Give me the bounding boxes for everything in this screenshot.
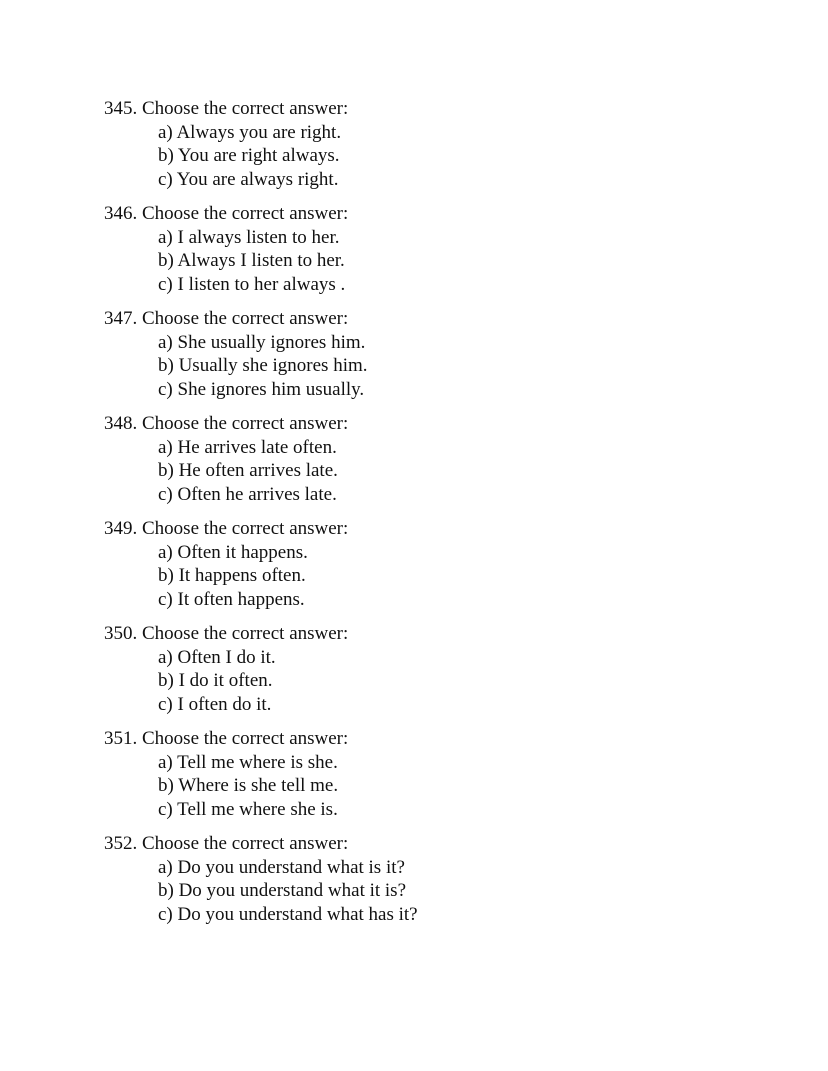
- option-list: [104, 646, 704, 717]
- question-350: [104, 622, 704, 716]
- question-heading: [104, 622, 704, 646]
- option-b: b) I do it often.: [158, 670, 273, 691]
- question-heading: [104, 307, 704, 331]
- option-b: b) He often arrives late.: [158, 460, 338, 481]
- question-number: 345.: [104, 98, 138, 119]
- option-list: [104, 226, 704, 297]
- question-347: [104, 307, 704, 401]
- option-list: [104, 751, 704, 822]
- question-prompt: Choose the correct answer:: [142, 98, 349, 119]
- option-c: c) You are always right.: [158, 168, 339, 190]
- option-list: [104, 436, 704, 507]
- question-heading: [104, 202, 704, 226]
- question-prompt: Choose the correct answer:: [142, 518, 349, 539]
- option-b: b) Usually she ignores him.: [158, 355, 368, 376]
- option-list: [104, 541, 704, 612]
- question-number: 352.: [104, 833, 138, 854]
- option-b: b) It happens often.: [158, 565, 306, 586]
- question-prompt: Choose the correct answer:: [142, 203, 349, 224]
- question-number: 349.: [104, 518, 138, 539]
- option-c: c) Often he arrives late.: [158, 483, 337, 505]
- option-b: b) Where is she tell me.: [158, 775, 339, 796]
- option-a: a) I always listen to her.: [158, 226, 340, 248]
- question-list: [104, 97, 704, 937]
- question-number: 347.: [104, 308, 138, 329]
- question-heading: [104, 517, 704, 541]
- option-a: a) Do you understand what is it?: [158, 856, 405, 878]
- option-a: a) Often I do it.: [158, 646, 276, 668]
- question-heading: [104, 832, 704, 856]
- option-c: c) I often do it.: [158, 693, 272, 715]
- question-349: [104, 517, 704, 611]
- option-c: c) I listen to her always .: [158, 273, 346, 295]
- option-c: c) Do you understand what has it?: [158, 903, 418, 925]
- question-prompt: Choose the correct answer:: [142, 308, 349, 329]
- question-352: [104, 832, 704, 926]
- option-c: c) Tell me where she is.: [158, 798, 338, 820]
- question-346: [104, 202, 704, 296]
- question-prompt: Choose the correct answer:: [142, 623, 349, 644]
- question-number: 351.: [104, 728, 138, 749]
- question-number: 346.: [104, 203, 138, 224]
- option-c: c) She ignores him usually.: [158, 378, 365, 400]
- question-351: [104, 727, 704, 821]
- question-number: 348.: [104, 413, 138, 434]
- question-prompt: Choose the correct answer:: [142, 833, 349, 854]
- question-prompt: Choose the correct answer:: [142, 728, 349, 749]
- option-b: b) You are right always.: [158, 145, 340, 166]
- question-heading: [104, 727, 704, 751]
- question-prompt: Choose the correct answer:: [142, 413, 349, 434]
- option-a: a) Always you are right.: [158, 121, 342, 143]
- option-b: b) Always I listen to her.: [158, 250, 345, 271]
- question-heading: [104, 97, 704, 121]
- option-list: [104, 856, 704, 927]
- option-list: [104, 121, 704, 192]
- option-a: a) Often it happens.: [158, 541, 308, 563]
- option-a: a) He arrives late often.: [158, 436, 337, 458]
- option-a: a) Tell me where is she.: [158, 751, 338, 773]
- question-heading: [104, 412, 704, 436]
- option-a: a) She usually ignores him.: [158, 331, 366, 353]
- question-345: [104, 97, 704, 191]
- option-list: [104, 331, 704, 402]
- question-number: 350.: [104, 623, 138, 644]
- option-b: b) Do you understand what it is?: [158, 880, 407, 901]
- question-348: [104, 412, 704, 506]
- option-c: c) It often happens.: [158, 588, 305, 610]
